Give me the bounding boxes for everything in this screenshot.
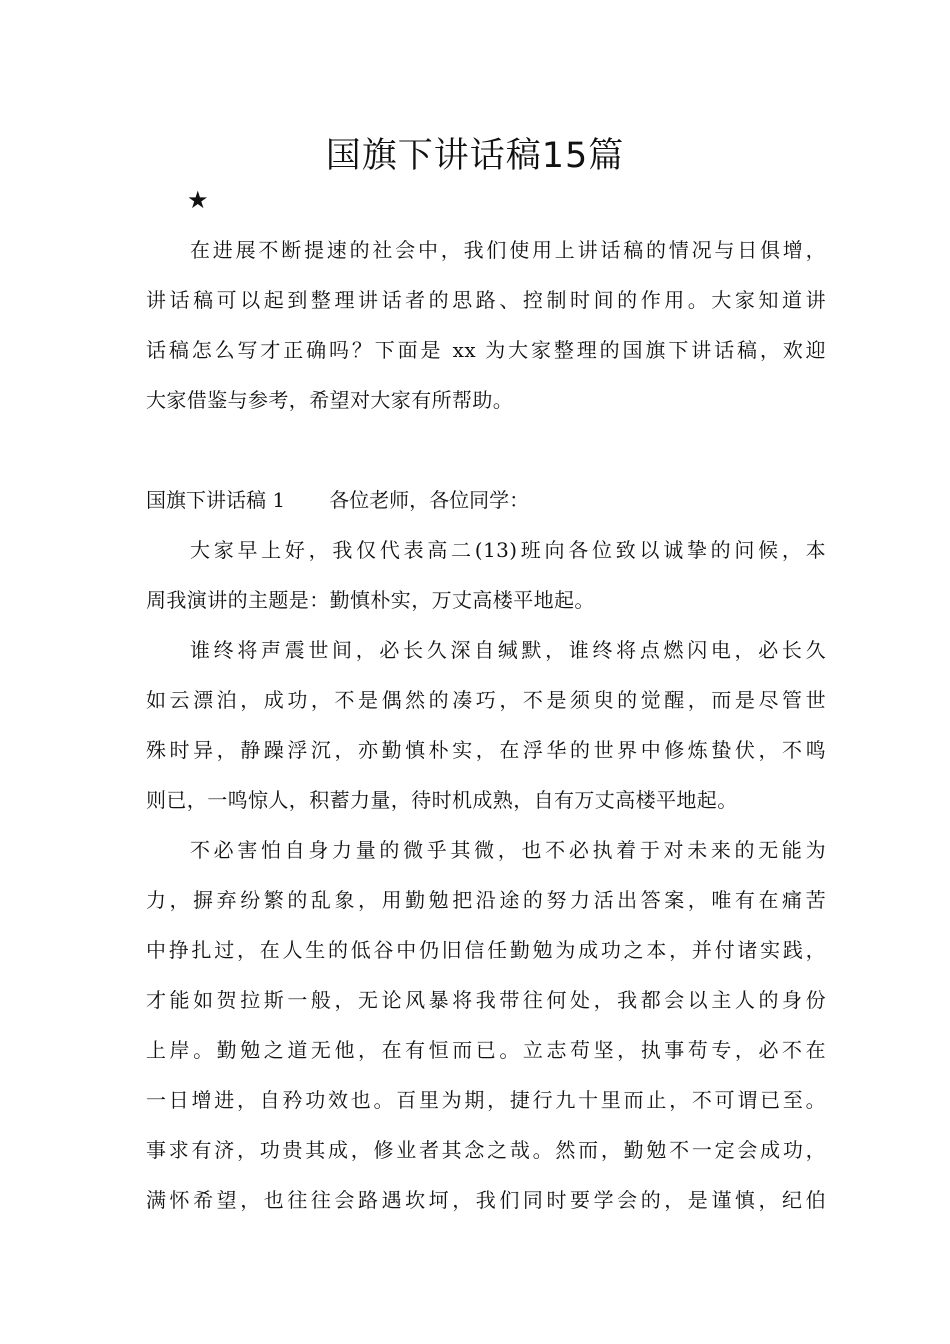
star-icon: ★ — [187, 186, 209, 214]
document-title: 国旗下讲话稿15篇 — [325, 136, 625, 176]
paragraph-line: 一日增进，自矜功效也。百里为期，捷行九十里而止，不可谓已至。 — [146, 1088, 826, 1112]
paragraph-line: 如云漂泊，成功，不是偶然的凑巧，不是须臾的觉醒，而是尽管世 — [146, 688, 826, 712]
paragraph-line: 上岸。勤勉之道无他，在有恒而已。立志苟坚，执事苟专，必不在 — [146, 1038, 826, 1062]
paragraph-line: 周我演讲的主题是：勤慎朴实，万丈高楼平地起。 — [146, 588, 595, 612]
paragraph-line: 大家早上好，我仅代表高二(13)班向各位致以诚挚的问候，本 — [190, 538, 826, 562]
speech-heading — [146, 486, 529, 514]
paragraph-line: 才能如贺拉斯一般，无论风暴将我带往何处，我都会以主人的身份 — [146, 988, 826, 1012]
paragraph-line: 满怀希望，也往往会路遇坎坷，我们同时要学会的，是谨慎，纪伯 — [146, 1188, 826, 1212]
paragraph-line: 事求有济，功贵其成，修业者其念之哉。然而，勤勉不一定会成功， — [146, 1138, 826, 1162]
paragraph-line: 不必害怕自身力量的微乎其微，也不必执着于对未来的无能为 — [190, 838, 826, 862]
intro-line: 话稿怎么写才正确吗？下面是 xx 为大家整理的国旗下讲话稿，欢迎 — [146, 338, 826, 362]
paragraph-line: 殊时异，静躁浮沉，亦勤慎朴实，在浮华的世界中修炼蛰伏，不鸣 — [146, 738, 826, 762]
paragraph-line: 中挣扎过，在人生的低谷中仍旧信任勤勉为成功之本，并付诸实践， — [146, 938, 826, 962]
intro-line: 在进展不断提速的社会中，我们使用上讲话稿的情况与日俱增， — [190, 238, 826, 262]
paragraph-line: 则已，一鸣惊人，积蓄力量，待时机成熟，自有万丈高楼平地起。 — [146, 788, 738, 812]
paragraph-line: 力，摒弃纷繁的乱象，用勤勉把沿途的努力活出答案，唯有在痛苦 — [146, 888, 826, 912]
speech-greeting: 各位老师，各位同学： — [329, 488, 530, 512]
speech-label: 国旗下讲话稿 1 — [146, 488, 286, 512]
intro-line: 大家借鉴与参考，希望对大家有所帮助。 — [146, 388, 514, 412]
intro-line: 讲话稿可以起到整理讲话者的思路、控制时间的作用。大家知道讲 — [146, 288, 826, 312]
paragraph-line: 谁终将声震世间，必长久深自缄默，谁终将点燃闪电，必长久 — [190, 638, 826, 662]
